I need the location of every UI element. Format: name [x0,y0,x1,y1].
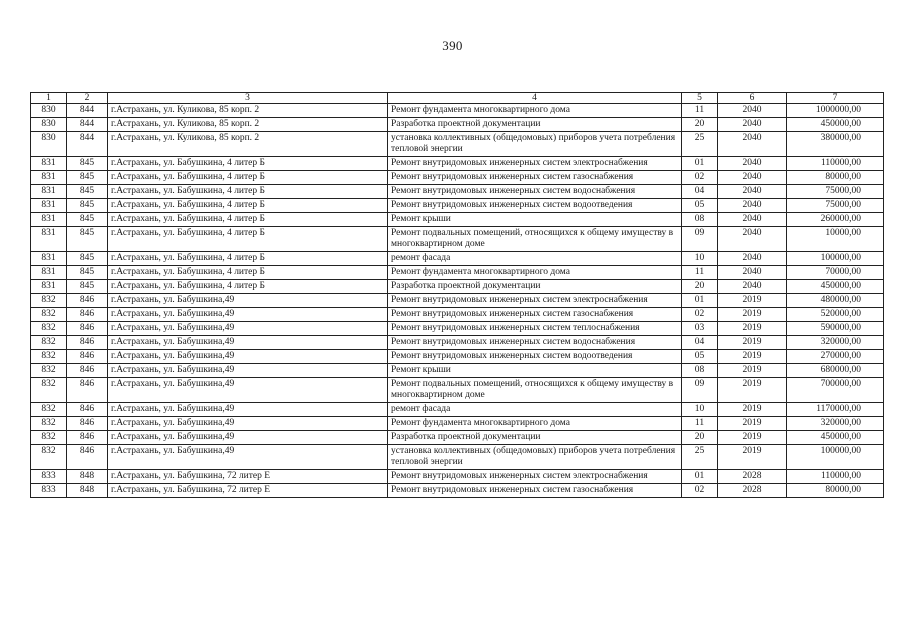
address-cell: г.Астрахань, ул. Бабушкина, 4 литер Б [108,266,388,280]
table-row [31,336,884,350]
cost-cell: 75000,00 [787,185,884,199]
work-type-cell: Разработка проектной документации [388,431,682,445]
cost-cell: 450000,00 [787,431,884,445]
table-row [31,280,884,294]
table-row [31,417,884,431]
row-number-cell: 832 [31,364,67,378]
work-type-cell: Ремонт крыши [388,213,682,227]
year-cell: 2028 [718,484,787,498]
cost-cell: 520000,00 [787,308,884,322]
row-number-cell: 833 [31,470,67,484]
cost-cell: 320000,00 [787,336,884,350]
work-type-cell: Ремонт внутридомовых инженерных систем газоснабжения [388,308,682,322]
table-row [31,350,884,364]
work-type-cell: Ремонт фундамента многоквартирного дома [388,104,682,118]
object-number-cell: 844 [67,118,108,132]
object-number-cell: 845 [67,157,108,171]
work-type-cell: Ремонт внутридомовых инженерных систем водоотведения [388,199,682,213]
work-code-cell: 01 [682,470,718,484]
column-header-6: 6 [718,93,787,104]
address-cell: г.Астрахань, ул. Бабушкина, 4 литер Б [108,185,388,199]
object-number-cell: 846 [67,445,108,470]
object-number-cell: 848 [67,484,108,498]
row-number-cell: 831 [31,280,67,294]
object-number-cell: 845 [67,185,108,199]
work-code-cell: 11 [682,104,718,118]
year-cell: 2040 [718,171,787,185]
work-type-cell: Ремонт внутридомовых инженерных систем электроснабжения [388,157,682,171]
work-code-cell: 02 [682,171,718,185]
work-code-cell: 03 [682,322,718,336]
row-number-cell: 831 [31,213,67,227]
table-row [31,132,884,157]
table-row [31,171,884,185]
row-number-cell: 832 [31,322,67,336]
work-type-cell: Ремонт фундамента многоквартирного дома [388,417,682,431]
row-number-cell: 831 [31,266,67,280]
work-code-cell: 02 [682,308,718,322]
address-cell: г.Астрахань, ул. Бабушкина,49 [108,403,388,417]
work-code-cell: 05 [682,350,718,364]
address-cell: г.Астрахань, ул. Бабушкина,49 [108,431,388,445]
year-cell: 2040 [718,118,787,132]
work-code-cell: 04 [682,185,718,199]
year-cell: 2040 [718,132,787,157]
cost-cell: 270000,00 [787,350,884,364]
cost-cell: 590000,00 [787,322,884,336]
cost-cell: 75000,00 [787,199,884,213]
work-type-cell: установка коллективных (общедомовых) приборов учета потребления тепловой энергии [388,445,682,470]
cost-cell: 1170000,00 [787,403,884,417]
year-cell: 2040 [718,213,787,227]
table-row [31,118,884,132]
work-code-cell: 20 [682,280,718,294]
work-code-cell: 20 [682,431,718,445]
year-cell: 2019 [718,308,787,322]
address-cell: г.Астрахань, ул. Бабушкина,49 [108,308,388,322]
object-number-cell: 845 [67,227,108,252]
work-type-cell: Ремонт подвальных помещений, относящихся к общему имуществу в многоквартирном доме [388,378,682,403]
address-cell: г.Астрахань, ул. Бабушкина,49 [108,350,388,364]
cost-cell: 80000,00 [787,171,884,185]
address-cell: г.Астрахань, ул. Куликова, 85 корп. 2 [108,104,388,118]
object-number-cell: 846 [67,322,108,336]
address-cell: г.Астрахань, ул. Куликова, 85 корп. 2 [108,132,388,157]
cost-cell: 320000,00 [787,417,884,431]
repair-schedule-table [30,92,884,498]
work-code-cell: 20 [682,118,718,132]
work-code-cell: 08 [682,213,718,227]
row-number-cell: 830 [31,104,67,118]
row-number-cell: 831 [31,199,67,213]
table-row [31,308,884,322]
object-number-cell: 845 [67,266,108,280]
row-number-cell: 832 [31,403,67,417]
work-type-cell: Ремонт внутридомовых инженерных систем водоснабжения [388,185,682,199]
page-number: 390 [442,38,463,53]
address-cell: г.Астрахань, ул. Бабушкина,49 [108,294,388,308]
table-row [31,470,884,484]
object-number-cell: 846 [67,308,108,322]
object-number-cell: 845 [67,199,108,213]
address-cell: г.Астрахань, ул. Бабушкина,49 [108,322,388,336]
object-number-cell: 846 [67,336,108,350]
row-number-cell: 832 [31,445,67,470]
work-type-cell: Ремонт подвальных помещений, относящихся к общему имуществу в многоквартирном доме [388,227,682,252]
row-number-cell: 831 [31,157,67,171]
work-code-cell: 05 [682,199,718,213]
year-cell: 2019 [718,294,787,308]
year-cell: 2040 [718,157,787,171]
table-row [31,213,884,227]
object-number-cell: 845 [67,171,108,185]
address-cell: г.Астрахань, ул. Бабушкина, 4 литер Б [108,252,388,266]
object-number-cell: 848 [67,470,108,484]
cost-cell: 100000,00 [787,445,884,470]
object-number-cell: 846 [67,294,108,308]
address-cell: г.Астрахань, ул. Бабушкина, 4 литер Б [108,227,388,252]
year-cell: 2019 [718,350,787,364]
row-number-cell: 832 [31,294,67,308]
cost-cell: 700000,00 [787,378,884,403]
row-number-cell: 832 [31,431,67,445]
table-row [31,403,884,417]
work-type-cell: Ремонт внутридомовых инженерных систем газоснабжения [388,171,682,185]
cost-cell: 100000,00 [787,252,884,266]
cost-cell: 380000,00 [787,132,884,157]
year-cell: 2040 [718,104,787,118]
year-cell: 2019 [718,336,787,350]
object-number-cell: 846 [67,403,108,417]
object-number-cell: 845 [67,252,108,266]
address-cell: г.Астрахань, ул. Бабушкина,49 [108,417,388,431]
cost-cell: 260000,00 [787,213,884,227]
object-number-cell: 845 [67,213,108,227]
year-cell: 2040 [718,199,787,213]
work-code-cell: 25 [682,132,718,157]
object-number-cell: 846 [67,417,108,431]
cost-cell: 70000,00 [787,266,884,280]
work-type-cell: Ремонт внутридомовых инженерных систем электроснабжения [388,294,682,308]
cost-cell: 110000,00 [787,157,884,171]
cost-cell: 110000,00 [787,470,884,484]
row-number-cell: 832 [31,350,67,364]
table-row [31,157,884,171]
year-cell: 2019 [718,417,787,431]
work-code-cell: 11 [682,417,718,431]
work-type-cell: Ремонт внутридомовых инженерных систем газоснабжения [388,484,682,498]
column-header-1: 1 [31,93,67,104]
work-type-cell: установка коллективных (общедомовых) приборов учета потребления тепловой энергии [388,132,682,157]
work-type-cell: Ремонт фундамента многоквартирного дома [388,266,682,280]
table-row [31,294,884,308]
work-type-cell: Ремонт крыши [388,364,682,378]
row-number-cell: 832 [31,308,67,322]
address-cell: г.Астрахань, ул. Бабушкина,49 [108,336,388,350]
year-cell: 2019 [718,431,787,445]
row-number-cell: 832 [31,336,67,350]
work-type-cell: Разработка проектной документации [388,280,682,294]
work-type-cell: Разработка проектной документации [388,118,682,132]
row-number-cell: 830 [31,118,67,132]
year-cell: 2019 [718,364,787,378]
year-cell: 2019 [718,403,787,417]
table-row [31,185,884,199]
work-code-cell: 25 [682,445,718,470]
row-number-cell: 831 [31,185,67,199]
address-cell: г.Астрахань, ул. Бабушкина,49 [108,364,388,378]
table-row [31,364,884,378]
row-number-cell: 832 [31,378,67,403]
table-row [31,252,884,266]
address-cell: г.Астрахань, ул. Бабушкина, 72 литер Е [108,484,388,498]
address-cell: г.Астрахань, ул. Бабушкина, 4 литер Б [108,199,388,213]
year-cell: 2019 [718,378,787,403]
year-cell: 2019 [718,445,787,470]
address-cell: г.Астрахань, ул. Бабушкина, 4 литер Б [108,157,388,171]
cost-cell: 80000,00 [787,484,884,498]
address-cell: г.Астрахань, ул. Бабушкина, 4 литер Б [108,213,388,227]
table-row [31,445,884,470]
row-number-cell: 831 [31,227,67,252]
object-number-cell: 846 [67,364,108,378]
address-cell: г.Астрахань, ул. Бабушкина, 4 литер Б [108,171,388,185]
cost-cell: 680000,00 [787,364,884,378]
table-row [31,378,884,403]
cost-cell: 10000,00 [787,227,884,252]
cost-cell: 450000,00 [787,280,884,294]
column-header-2: 2 [67,93,108,104]
work-type-cell: ремонт фасада [388,252,682,266]
work-type-cell: Ремонт внутридомовых инженерных систем водоснабжения [388,336,682,350]
object-number-cell: 846 [67,431,108,445]
row-number-cell: 830 [31,132,67,157]
cost-cell: 1000000,00 [787,104,884,118]
work-code-cell: 10 [682,403,718,417]
object-number-cell: 846 [67,378,108,403]
cost-cell: 450000,00 [787,118,884,132]
column-header-3: 3 [108,93,388,104]
year-cell: 2019 [718,322,787,336]
year-cell: 2040 [718,185,787,199]
table-row [31,227,884,252]
column-header-7: 7 [787,93,884,104]
header-row [31,93,884,104]
address-cell: г.Астрахань, ул. Куликова, 85 корп. 2 [108,118,388,132]
year-cell: 2040 [718,280,787,294]
column-header-4: 4 [388,93,682,104]
table-row [31,484,884,498]
address-cell: г.Астрахань, ул. Бабушкина,49 [108,445,388,470]
table-row [31,431,884,445]
address-cell: г.Астрахань, ул. Бабушкина, 4 литер Б [108,280,388,294]
object-number-cell: 846 [67,350,108,364]
table-row [31,322,884,336]
year-cell: 2040 [718,266,787,280]
object-number-cell: 844 [67,132,108,157]
work-code-cell: 11 [682,266,718,280]
table-row [31,266,884,280]
address-cell: г.Астрахань, ул. Бабушкина,49 [108,378,388,403]
work-type-cell: ремонт фасада [388,403,682,417]
work-code-cell: 08 [682,364,718,378]
row-number-cell: 833 [31,484,67,498]
object-number-cell: 845 [67,280,108,294]
table-row [31,104,884,118]
work-code-cell: 01 [682,157,718,171]
year-cell: 2028 [718,470,787,484]
year-cell: 2040 [718,252,787,266]
work-type-cell: Ремонт внутридомовых инженерных систем теплоснабжения [388,322,682,336]
object-number-cell: 844 [67,104,108,118]
row-number-cell: 831 [31,252,67,266]
work-code-cell: 10 [682,252,718,266]
work-code-cell: 01 [682,294,718,308]
work-code-cell: 09 [682,378,718,403]
table-row [31,199,884,213]
work-type-cell: Ремонт внутридомовых инженерных систем электроснабжения [388,470,682,484]
column-header-5: 5 [682,93,718,104]
work-code-cell: 02 [682,484,718,498]
year-cell: 2040 [718,227,787,252]
table-body [31,104,884,498]
address-cell: г.Астрахань, ул. Бабушкина, 72 литер Е [108,470,388,484]
work-code-cell: 09 [682,227,718,252]
work-code-cell: 04 [682,336,718,350]
row-number-cell: 831 [31,171,67,185]
work-type-cell: Ремонт внутридомовых инженерных систем водоотведения [388,350,682,364]
cost-cell: 480000,00 [787,294,884,308]
row-number-cell: 832 [31,417,67,431]
